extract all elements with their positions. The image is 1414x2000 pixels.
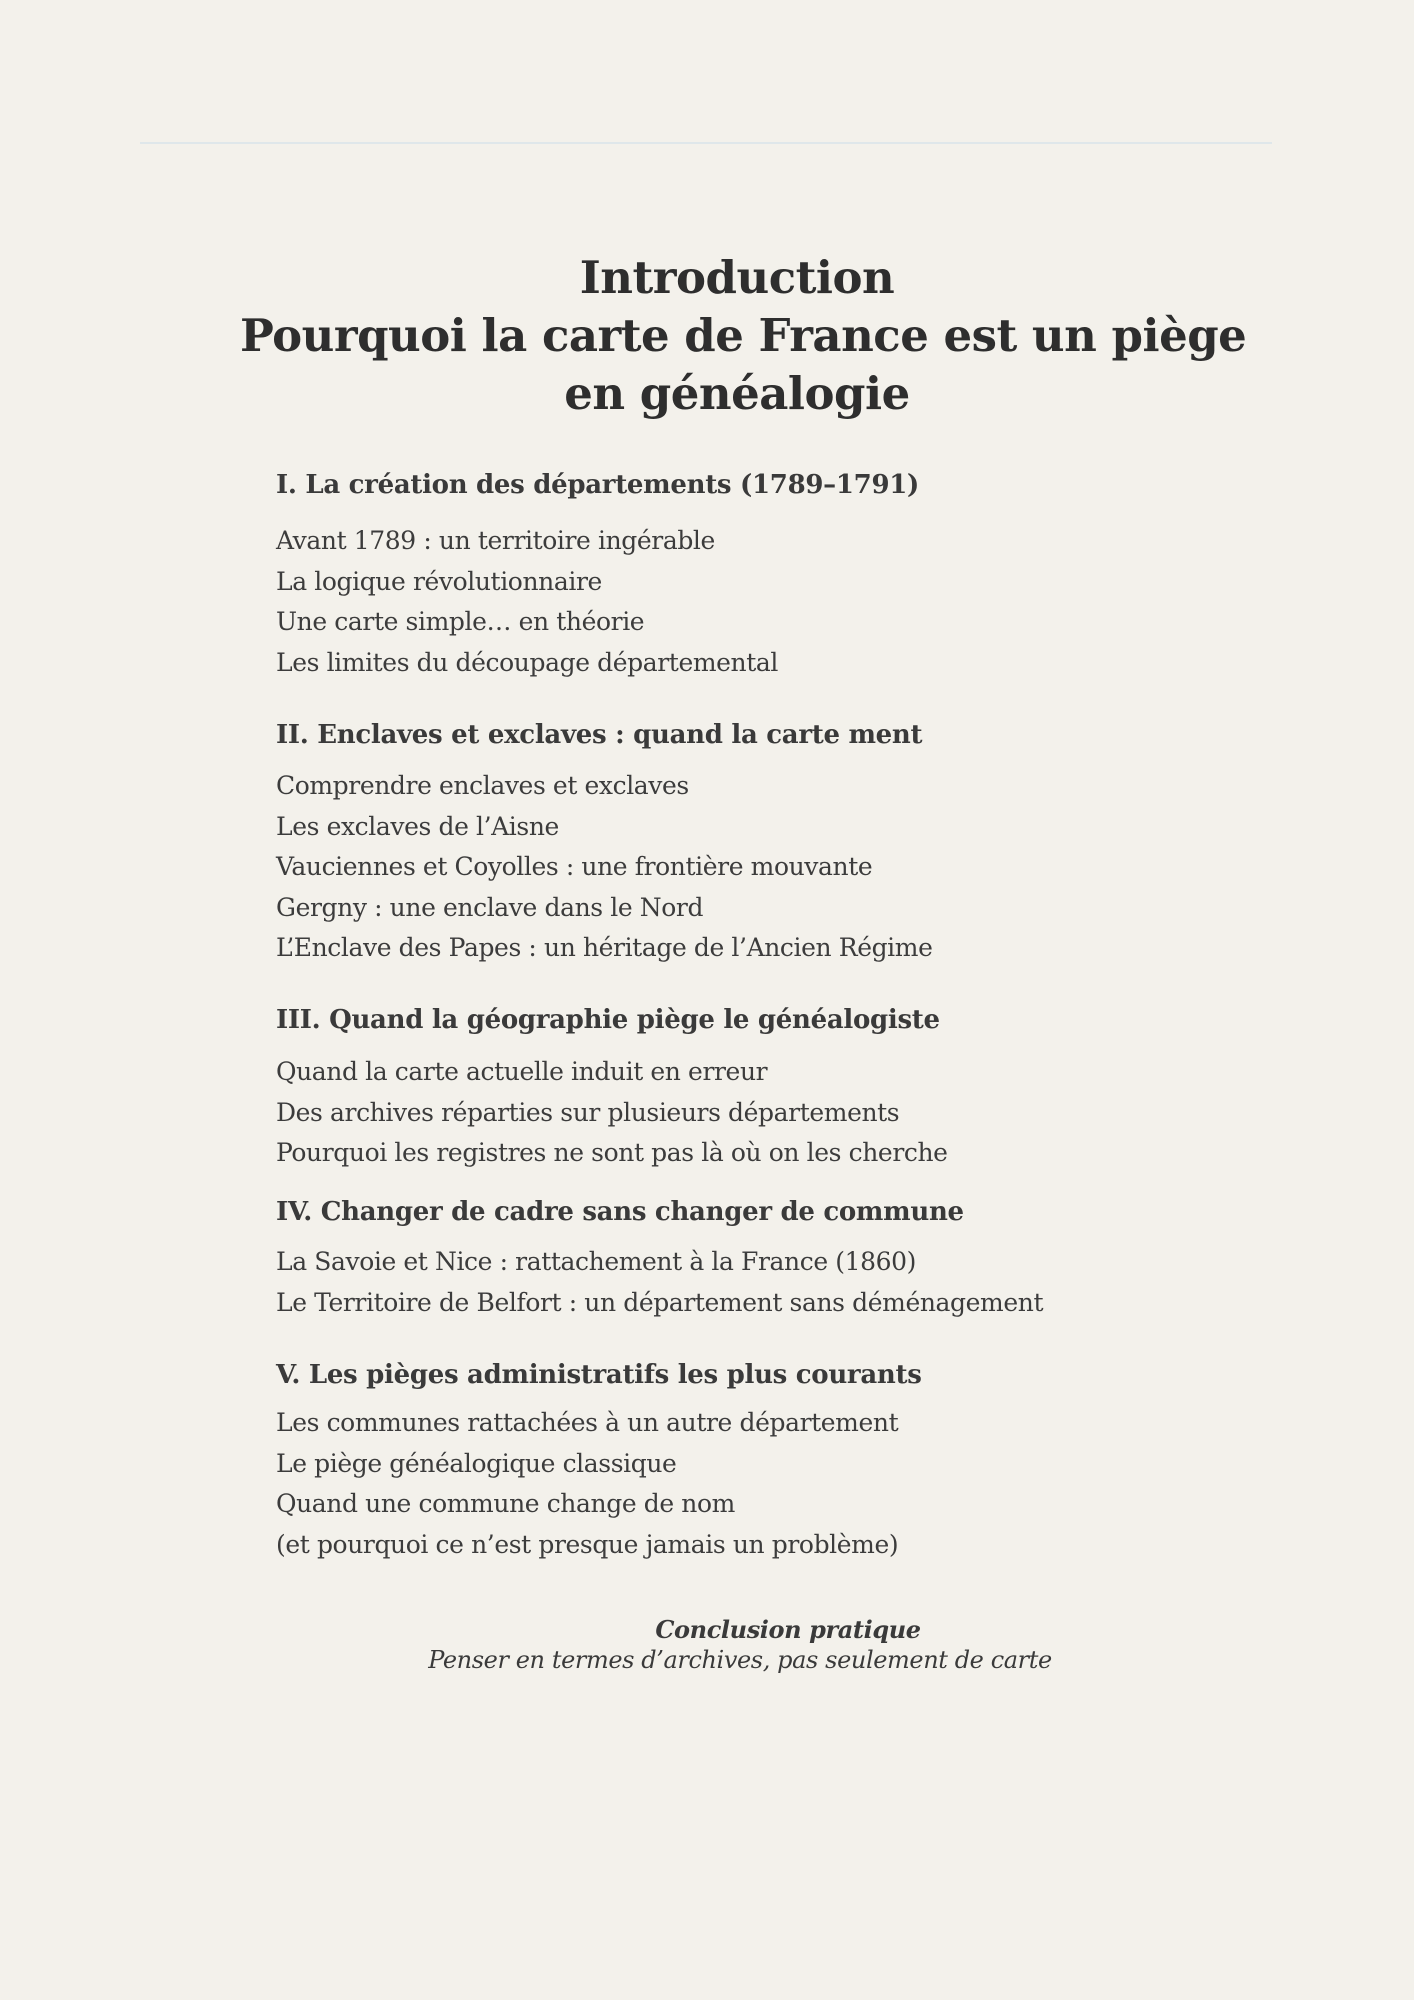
list-item: Les limites du découpage départemental bbox=[276, 647, 778, 677]
title-line-3: en généalogie bbox=[564, 367, 910, 420]
list-item: Comprendre enclaves et exclaves bbox=[276, 771, 689, 800]
list-item: Quand la carte actuelle induit en erreur bbox=[276, 1057, 768, 1086]
list-item: Le Territoire de Belfort : un département sans déménagement bbox=[276, 1287, 1044, 1317]
list-item: Les communes rattachées à un autre département bbox=[276, 1408, 899, 1437]
list-item: Quand une commune change de nom bbox=[276, 1489, 735, 1518]
conclusion-title: Conclusion pratique bbox=[655, 1615, 921, 1644]
section-list-2 bbox=[276, 766, 932, 969]
section-heading-4: IV. Changer de cadre sans changer de commune bbox=[276, 1197, 964, 1227]
section-heading-3: III. Quand la géographie piège le généalogiste bbox=[276, 1005, 940, 1035]
top-divider bbox=[140, 142, 1272, 144]
section-list-4 bbox=[276, 1242, 1043, 1323]
section-heading-2: II. Enclaves et exclaves : quand la carte ment bbox=[276, 720, 923, 750]
title-line-2: Pourquoi la carte de France est un piège bbox=[240, 309, 1247, 362]
list-item: Le piège généalogique classique bbox=[276, 1448, 677, 1478]
list-item: (et pourquoi ce n’est presque jamais un problème) bbox=[276, 1529, 899, 1559]
section-heading-5: V. Les pièges administratifs les plus courants bbox=[276, 1360, 922, 1390]
list-item: La Savoie et Nice : rattachement à la France (1860) bbox=[276, 1247, 916, 1276]
list-item: Gergny : une enclave dans le Nord bbox=[276, 892, 704, 922]
list-item: Une carte simple… en théorie bbox=[276, 607, 645, 636]
conclusion-subtitle: Penser en termes d’archives, pas seulement de carte bbox=[428, 1646, 1052, 1674]
section-list-5 bbox=[276, 1403, 898, 1565]
list-item: Des archives réparties sur plusieurs départements bbox=[276, 1097, 900, 1127]
section-list-3 bbox=[276, 1052, 948, 1174]
conclusion bbox=[340, 1614, 1140, 1676]
list-item: L’Enclave des Papes : un héritage de l’Ancien Régime bbox=[276, 933, 933, 962]
list-item: Pourquoi les registres ne sont pas là où on les cherche bbox=[276, 1138, 948, 1167]
page-title bbox=[240, 249, 1247, 423]
section-heading-1: I. La création des départements (1789–1791) bbox=[276, 470, 920, 500]
list-item: Les exclaves de l’Aisne bbox=[276, 811, 559, 841]
list-item: La logique révolutionnaire bbox=[276, 566, 602, 596]
list-item: Vauciennes et Coyolles : une frontière mouvante bbox=[276, 852, 873, 881]
section-list-1 bbox=[276, 521, 778, 683]
title-line-1: Introduction bbox=[579, 251, 895, 304]
list-item: Avant 1789 : un territoire ingérable bbox=[276, 526, 715, 555]
